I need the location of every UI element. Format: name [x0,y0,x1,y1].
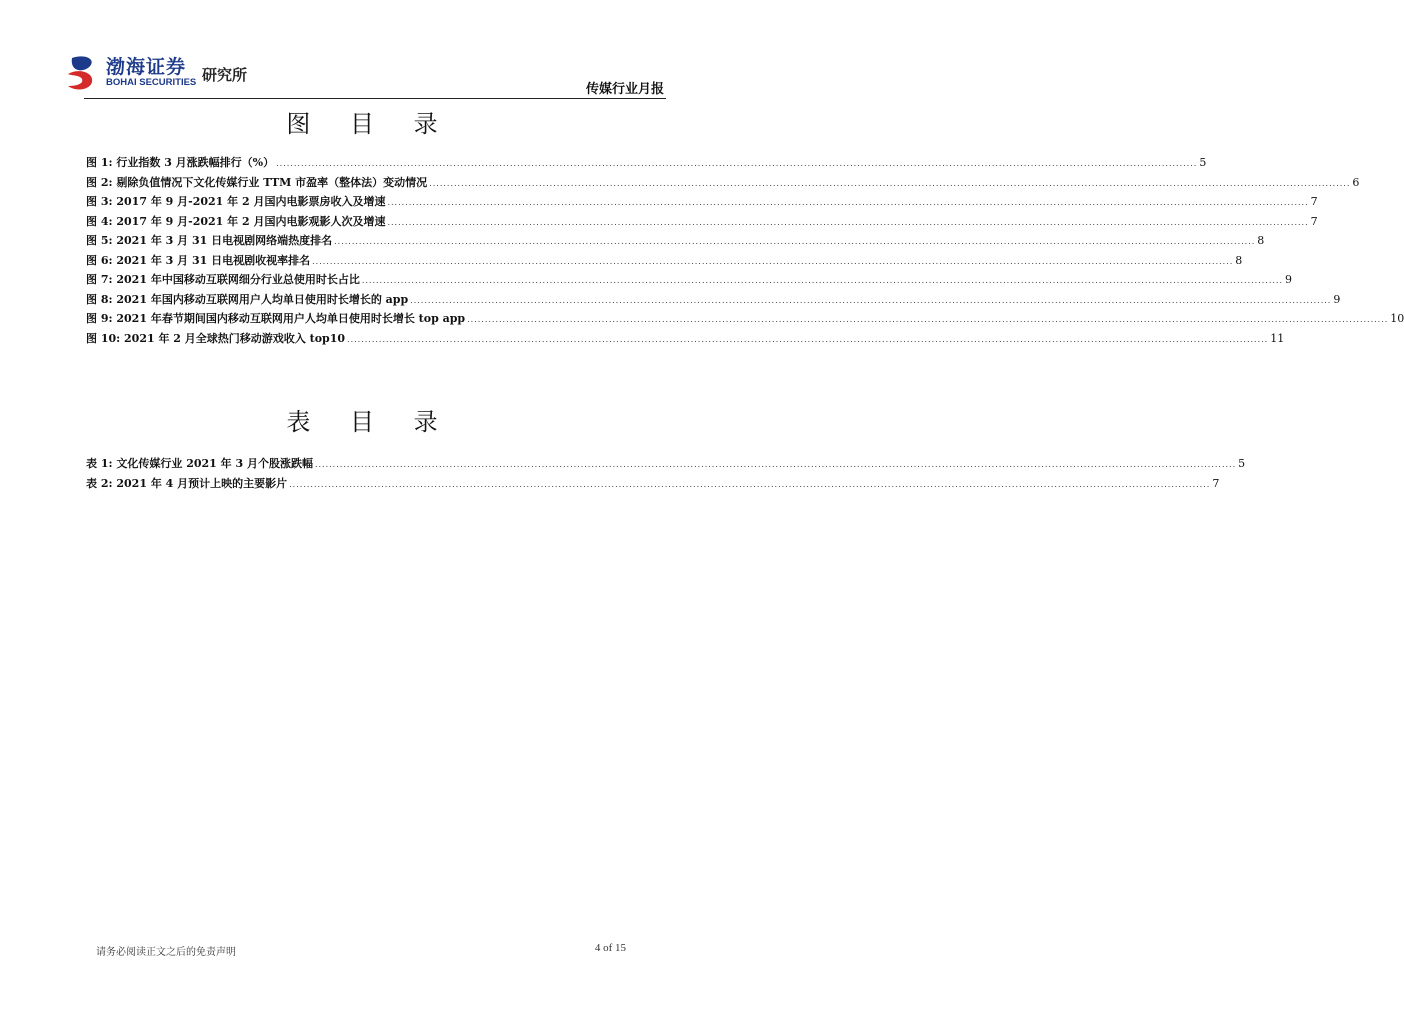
figures-toc-list [86,154,1404,349]
toc-leader-dots: .................................................................................................................................................................................................................................................................... [312,256,1234,266]
toc-leader-dots: .................................................................................................................................................................................................................................................................... [276,159,1198,168]
toc-entry-label: 图 10: 2021 年 2 月全球热门移动游戏收入 top10 [86,331,346,345]
toc-entry[interactable] [86,475,1220,495]
bohai-logo [64,50,264,94]
figures-toc-title: 图 目 录 [286,110,454,138]
toc-leader-dots: .................................................................................................................................................................................................................................................................... [387,217,1309,227]
toc-entry-page: 7 [1212,476,1220,490]
toc-entry-label: 图 9: 2021 年春节期间国内移动互联网用户人均单日使用时长增长 top app [86,312,466,325]
toc-entry-label: 图 5: 2021 年 3 月 31 日电视剧网络端热度排名 [86,234,333,247]
toc-entry-label: 图 7: 2021 年中国移动互联网细分行业总使用时长占比 [86,273,360,286]
toc-entry-page: 5 [1238,457,1246,470]
toc-entry[interactable] [86,252,1243,272]
toc-entry[interactable] [86,455,1246,475]
toc-entry[interactable] [86,291,1341,311]
toc-entry-page: 6 [1352,175,1360,189]
toc-entry[interactable] [86,154,1207,174]
logo-chinese-name: 渤海证券 [106,56,187,78]
bohai-logo-icon [64,54,100,92]
toc-entry-page: 5 [1199,156,1207,169]
toc-entry[interactable] [86,232,1265,252]
toc-entry-label: 图 1: 行业指数 3 月涨跌幅排行（%） [86,156,275,169]
toc-leader-dots: .................................................................................................................................................................................................................................................................... [314,460,1237,469]
toc-entry-label: 图 2: 剔除负值情况下文化传媒行业 TTM 市盈率（整体法）变动情况 [86,175,428,189]
toc-leader-dots: .................................................................................................................................................................................................................................................................... [387,198,1309,207]
toc-entry-page: 8 [1235,253,1243,267]
toc-entry-label: 表 2: 2021 年 4 月预计上映的主要影片 [86,476,288,490]
toc-entry[interactable] [86,271,1292,291]
toc-entry-page: 7 [1310,214,1318,228]
toc-entry-label: 图 3: 2017 年 9 月-2021 年 2 月国内电影票房收入及增速 [86,195,386,208]
toc-leader-dots: .................................................................................................................................................................................................................................................................... [467,315,1389,324]
toc-entry-label: 图 6: 2021 年 3 月 31 日电视剧收视率排名 [86,253,311,267]
toc-entry-page: 9 [1285,273,1292,286]
logo-english-name: BOHAI SECURITIES [106,77,197,88]
toc-entry[interactable] [86,193,1318,213]
toc-entry-page: 8 [1257,234,1265,247]
footer-page-number: 4 of 15 [594,942,626,954]
toc-entry-page: 9 [1333,292,1341,306]
tables-toc-title: 表 目 录 [286,408,454,436]
toc-entry-label: 图 4: 2017 年 9 月-2021 年 2 月国内电影观影人次及增速 [86,214,386,228]
toc-entry-label: 图 8: 2021 年国内移动互联网用户人均单日使用时长增长的 app [86,292,409,306]
toc-leader-dots: .................................................................................................................................................................................................................................................................... [361,276,1283,285]
toc-entry[interactable] [86,310,1404,330]
footer-disclaimer: 请务必阅读正文之后的免责声明 [96,947,236,958]
toc-entry-label: 表 1: 文化传媒行业 2021 年 3 月个股涨跌幅 [86,457,313,470]
header-divider [84,98,666,99]
toc-leader-dots: .................................................................................................................................................................................................................................................................... [410,295,1332,305]
toc-leader-dots: .................................................................................................................................................................................................................................................................... [289,479,1211,489]
toc-entry-page: 11 [1270,331,1285,345]
toc-leader-dots: .................................................................................................................................................................................................................................................................... [347,334,1269,344]
institute-name: 研究所 [202,66,248,84]
tables-toc-list [86,455,1246,494]
toc-leader-dots: .................................................................................................................................................................................................................................................................... [429,178,1351,188]
toc-entry[interactable] [86,213,1318,233]
toc-entry-page: 7 [1310,195,1318,208]
report-type: 传媒行业月报 [585,82,664,97]
toc-entry-page: 10 [1390,312,1404,325]
toc-entry[interactable] [86,174,1360,194]
toc-leader-dots: .................................................................................................................................................................................................................................................................... [334,237,1256,246]
toc-entry[interactable] [86,330,1285,350]
